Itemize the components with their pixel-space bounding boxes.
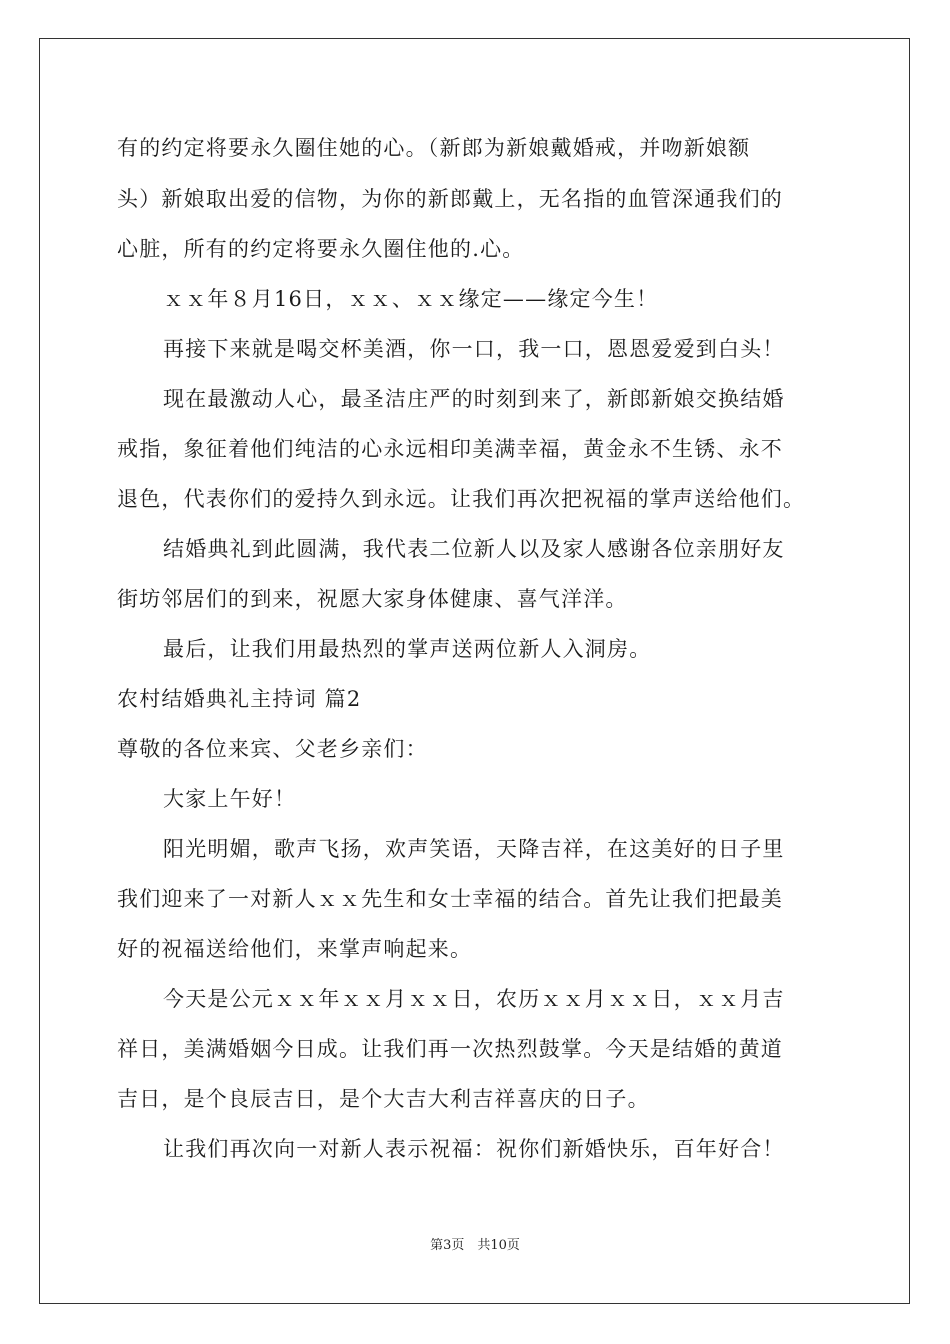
- page-number: 第3页 共10页: [430, 1238, 520, 1253]
- text-line: 退色，代表你们的爱持久到永远。让我们再次把祝福的掌声送给他们。: [117, 487, 806, 511]
- text-line: 现在最激动人心，最圣洁庄严的时刻到来了，新郎新娘交换结婚: [163, 387, 785, 411]
- text-line: 结婚典礼到此圆满，我代表二位新人以及家人感谢各位亲朋好友: [163, 537, 785, 561]
- text-line: 祥日，美满婚姻今日成。让我们再一次热烈鼓掌。今天是结婚的黄道: [117, 1037, 783, 1061]
- text-line: 再接下来就是喝交杯美酒，你一口，我一口，恩恩爱爱到白头！: [163, 337, 785, 361]
- text-line: 让我们再次向一对新人表示祝福：祝你们新婚快乐，百年好合！: [163, 1137, 785, 1161]
- salutation: 尊敬的各位来宾、父老乡亲们：: [117, 737, 428, 761]
- text-line: 大家上午好！: [163, 787, 297, 811]
- text-line: 阳光明媚，歌声飞扬，欢声笑语，天降吉祥，在这美好的日子里: [163, 837, 785, 861]
- text-line: 心脏，所有的约定将要永久圈住他的.心。: [117, 237, 525, 261]
- text-line: 好的祝福送给他们，来掌声响起来。: [117, 937, 473, 961]
- text-line: 头）新娘取出爱的信物，为你的新郎戴上，无名指的血管深通我们的: [117, 187, 783, 211]
- text-line: 有的约定将要永久圈住她的心。（新郎为新娘戴婚戒，并吻新娘额: [117, 136, 751, 160]
- text-line: 最后，让我们用最热烈的掌声送两位新人入洞房。: [163, 637, 652, 661]
- section-heading: 农村结婚典礼主持词 篇2: [117, 687, 362, 711]
- text-line: 街坊邻居们的到来，祝愿大家身体健康、喜气洋洋。: [117, 587, 628, 611]
- page-border: [39, 38, 910, 1304]
- text-line: ｘｘ年８月16日，ｘｘ、ｘｘ缘定——缘定今生！: [163, 287, 659, 311]
- text-line: 我们迎来了一对新人ｘｘ先生和女士幸福的结合。首先让我们把最美: [117, 887, 783, 911]
- text-line: 戒指，象征着他们纯洁的心永远相印美满幸福，黄金永不生锈、永不: [117, 437, 783, 461]
- text-line: 吉日，是个良辰吉日，是个大吉大利吉祥喜庆的日子。: [117, 1087, 650, 1111]
- text-line: 今天是公元ｘｘ年ｘｘ月ｘｘ日，农历ｘｘ月ｘｘ日，ｘｘ月吉: [163, 987, 785, 1011]
